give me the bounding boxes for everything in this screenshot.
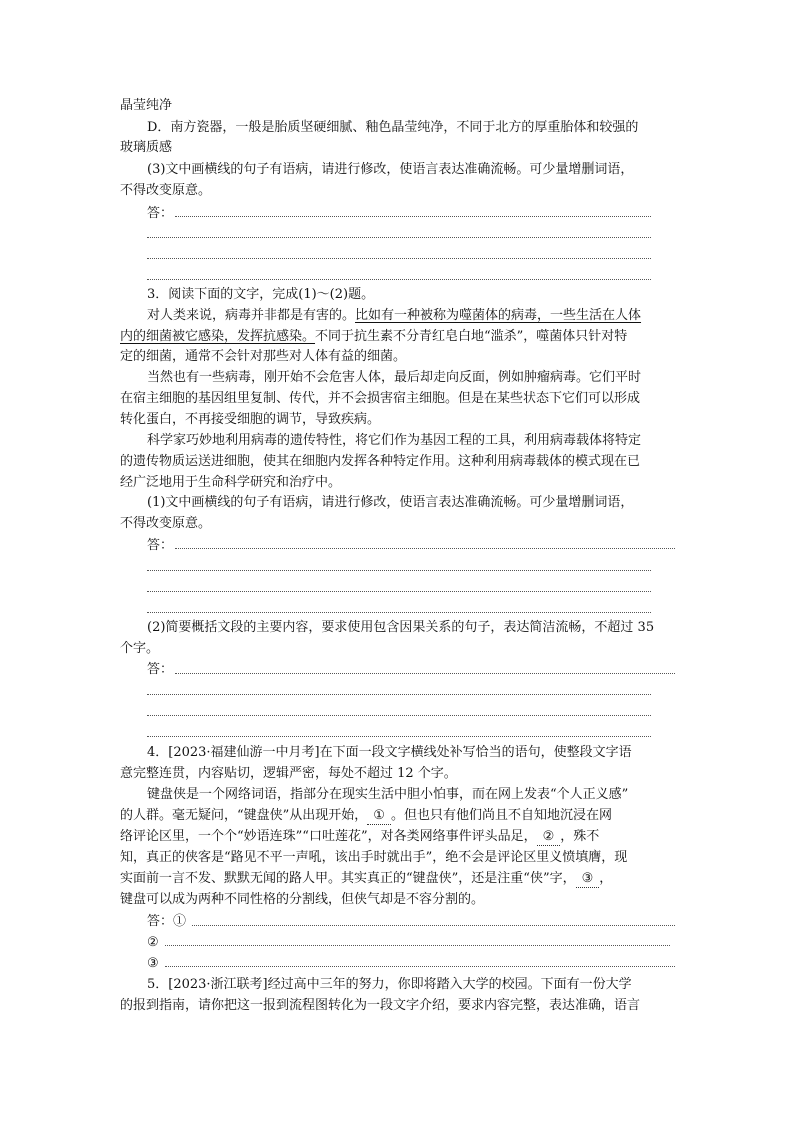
passage-text: 。但也只有他们尚且不自知地沉浸在网 [390,808,612,823]
text-line: 玻璃质感 [120,140,173,155]
passage-text: 对人类来说，病毒并非都是有害的。 [147,308,356,323]
question-3-2: (2)简要概括文段的主要内容，要求使用包含因果关系的句子，表达简洁流畅，不超过 35 [147,620,655,635]
passage-line [120,806,612,826]
passage-line: 知，真正的侠客是“路见不平一声吼，该出手时就出手”，绝不会是评论区里义愤填膺，现 [120,850,628,865]
passage-text: 实面前一言不发、默默无闻的路人甲。其实真正的“键盘侠”，还是注重“侠”字， [120,871,576,886]
passage-line [120,869,612,889]
text-line: 晶莹纯净 [120,98,173,113]
text-line: 的报到指南，请你把这一报到流程图转化为一段文字介绍，要求内容完整，表达准确，语言 [120,998,641,1013]
fill-blank-3[interactable]: ③ [576,871,600,888]
answer-label: 答： [147,662,174,677]
answer-label: 答： [147,206,174,221]
passage-line [120,327,627,347]
question-4-heading: 4．[2023·福建仙游一中月考]在下面一段文字横线处补写恰当的语句，使整段文字语 [147,745,632,760]
question-3-1: (1)文中画横线的句子有语病，请进行修改，使语言表达准确流畅。可少量增删词语， [147,495,634,510]
passage-text: ，殊不 [560,829,600,844]
answer-line[interactable] [147,570,651,571]
answer-label: ③ [147,956,159,971]
answer-line[interactable] [147,258,651,259]
passage-text: 络评论区里，一个个“妙语连珠”“口吐莲花”，对各类网络事件评头品足， [120,829,537,844]
underlined-sentence: 比如有一种被称为噬菌体的病毒，一些生活在人体 [355,308,642,323]
passage-text: 的人群。毫无疑问，“键盘侠”从出现开始， [120,808,368,823]
passage-line [147,306,641,326]
underlined-sentence: 内的细菌被它感染，发挥抗感染。 [120,329,316,344]
answer-line[interactable] [147,237,651,238]
option-d: D．南方瓷器，一般是胎质坚硬细腻、釉色晶莹纯净，不同于北方的厚重胎体和较强的 [147,120,639,135]
passage-line: 转化蛋白，不再接受细胞的调节，导致疾病。 [120,412,381,427]
passage-text: 不同于抗生素不分青红皂白地“滥杀”，噬菌体只针对特 [315,329,628,344]
answer-line[interactable] [165,966,675,967]
fill-blank-2[interactable]: ② [537,829,561,846]
passage-line: 科学家巧妙地利用病毒的遗传特性，将它们作为基因工程的工具，利用病毒载体将特定 [147,433,642,448]
answer-line[interactable] [147,612,651,613]
answer-label: ② [147,935,159,950]
question-5-heading: 5．[2023·浙江联考]经过高中三年的努力，你即将踏入大学的校园。下面有一份大学 [147,977,632,992]
passage-line: 的遗传物质运送进细胞，使其在细胞内发挥各种特定作用。这种利用病毒载体的模式现在已 [120,454,641,469]
passage-line: 当然也有一些病毒，刚开始不会危害人体，最后却走向反面，例如肿瘤病毒。它们平时 [147,370,642,385]
answer-label: 答： [147,538,174,553]
text-line: 不得改变原意。 [120,183,212,198]
answer-line[interactable] [147,591,651,592]
answer-line[interactable] [147,279,651,280]
passage-line: 键盘可以成为两种不同性格的分割线，但侠气却是不容分割的。 [120,892,485,907]
answer-line[interactable] [147,736,651,737]
answer-line[interactable] [147,694,651,695]
passage-line: 定的细菌，通常不会针对那些对人体有益的细菌。 [120,349,407,364]
question-3-3: (3)文中画横线的句子有语病，请进行修改，使语言表达准确流畅。可少量增删词语， [147,162,634,177]
answer-line[interactable] [147,715,651,716]
question-3-heading: 3．阅读下面的文字，完成(1)～(2)题。 [147,287,375,302]
passage-line: 经广泛地用于生命科学研究和治疗中。 [120,475,342,490]
answer-line[interactable] [175,673,675,674]
answer-line[interactable] [175,216,651,217]
passage-text: ， [599,871,613,886]
text-line: 个字。 [120,641,160,656]
passage-line [120,827,599,847]
answer-line[interactable] [175,548,675,549]
answer-label: 答：① [147,914,187,929]
passage-line: 键盘侠是一个网络词语，指部分在现实生活中胆小怕事，而在网上发表“个人正义感” [147,787,629,802]
passage-line: 在宿主细胞的基因组里复制、传代，并不会损害宿主细胞。但是在某些状态下它们可以形成 [120,391,641,406]
fill-blank-1[interactable]: ① [367,808,391,825]
answer-line[interactable] [165,945,670,946]
answer-line[interactable] [192,925,675,926]
text-line: 不得改变原意。 [120,516,212,531]
text-line: 意完整连贯，内容贴切，逻辑严密，每处不超过 12 个字。 [120,766,457,781]
